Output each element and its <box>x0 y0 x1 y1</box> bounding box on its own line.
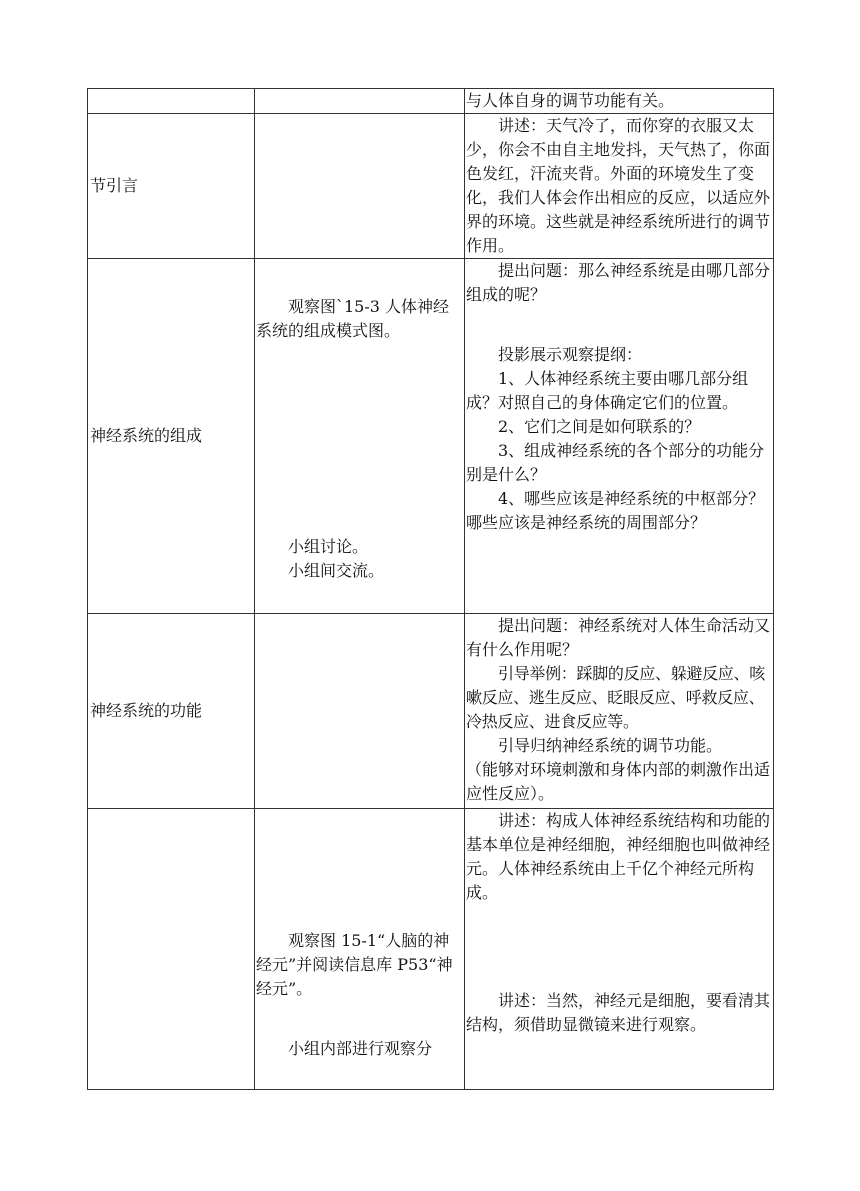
student-activity-cell <box>255 114 465 259</box>
teacher-text: 2、它们之间是如何联系的？ <box>498 417 701 436</box>
teacher-text: 4、哪些应该是神经系统的中枢部分？哪些应该是神经系统的周围部分？ <box>466 489 765 532</box>
student-text: 小组间交流。 <box>288 561 385 580</box>
teacher-text: 投影展示观察提纲： <box>498 345 643 364</box>
student-activity-cell <box>255 809 465 1090</box>
teacher-activity-cell <box>465 89 774 114</box>
lesson-plan-table <box>87 88 774 1090</box>
table-row <box>88 614 774 809</box>
teacher-text: 提出问题：神经系统对人体生命活动又有什么作用呢？ <box>466 616 771 659</box>
table-row <box>88 259 774 614</box>
teacher-activity-cell <box>465 114 774 259</box>
section-cell: 神经系统的组成 <box>88 259 255 614</box>
teacher-activity-cell <box>465 259 774 614</box>
teacher-text: 讲述：构成人体神经系统结构和功能的基本单位是神经细胞，神经细胞也叫做神经元。人体神经系统由上千亿个神经元所构成。 <box>466 811 771 902</box>
teacher-text: 讲述：天气冷了，而你穿的衣服又太少，你会不由自主地发抖，天气热了，你面色发红，汗流夹背。外面的环境发生了变化，我们人体会作出相应的反应，以适应外界的环境。这些就是神经系统所进行的调节作用。 <box>466 116 771 255</box>
teacher-text: 与人体自身的调节功能有关。 <box>466 91 675 110</box>
teacher-activity-cell <box>465 809 774 1090</box>
teacher-text: 引导举例：踩脚的反应、躲避反应、咳嗽反应、逃生反应、眨眼反应、呼救反应、冷热反应、进食反应等。 <box>466 664 765 731</box>
section-cell <box>88 809 255 1090</box>
teacher-text: 提出问题：那么神经系统是由哪几部分组成的呢？ <box>466 261 771 304</box>
student-text: 小组讨论。 <box>288 537 369 556</box>
student-activity-cell <box>255 614 465 809</box>
teacher-text: 1、人体神经系统主要由哪几部分组成？对照自己的身体确定它们的位置。 <box>466 369 749 412</box>
student-text: 观察图 15-1“人脑的神经元”并阅读信息库 P53“神经元”。 <box>256 931 453 998</box>
table-row <box>88 89 774 114</box>
student-activity-cell <box>255 89 465 114</box>
section-cell <box>88 89 255 114</box>
section-cell: 神经系统的功能 <box>88 614 255 809</box>
table-row <box>88 809 774 1090</box>
section-cell: 节引言 <box>88 114 255 259</box>
teacher-text: 3、组成神经系统的各个部分的功能分别是什么？ <box>466 441 765 484</box>
student-text: 小组内部进行观察分 <box>288 1039 433 1058</box>
teacher-text: （能够对环境刺激和身体内部的刺激作出适应性反应）。 <box>466 760 771 803</box>
table-row <box>88 114 774 259</box>
teacher-activity-cell <box>465 614 774 809</box>
teacher-text: 讲述：当然，神经元是细胞，要看清其结构，须借助显微镜来进行观察。 <box>466 991 771 1034</box>
student-activity-cell <box>255 259 465 614</box>
teacher-text: 引导归纳神经系统的调节功能。 <box>498 736 723 755</box>
student-text: 观察图`15-3 人体神经系统的组成模式图。 <box>256 297 450 340</box>
